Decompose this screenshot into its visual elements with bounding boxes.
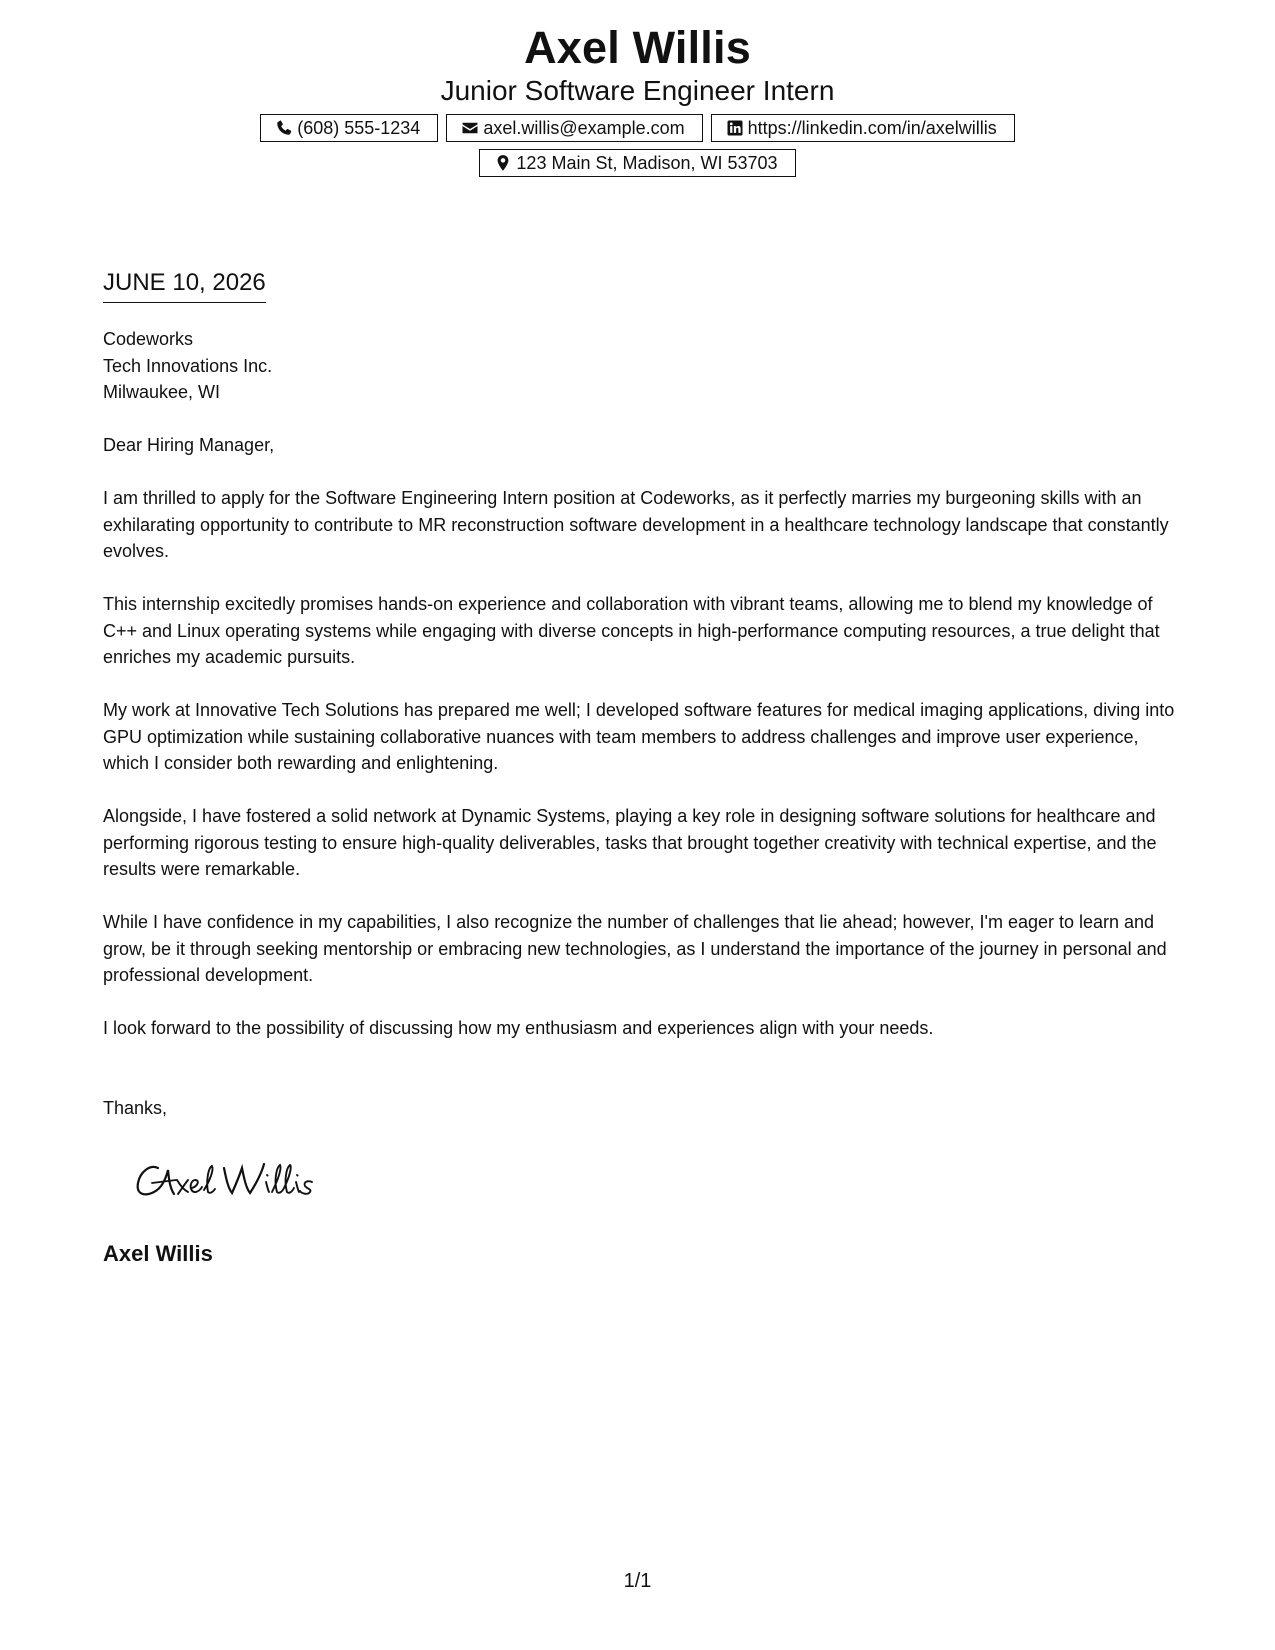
body-paragraph-4: Alongside, I have fostered a solid network at Dynamic Systems, playing a key role in designing software solutions for healthcare and performing rigorous testing to ensure high-quality deliverables, tasks that brought together creativity with technical expertise, and the results were remarkable.	[103, 806, 1157, 879]
mailing-address: 123 Main St, Madison, WI 53703	[516, 152, 778, 173]
page-number: 1/1	[623, 1570, 652, 1592]
closing: Thanks,	[103, 1098, 168, 1118]
applicant-name: Axel Willis	[524, 22, 751, 73]
recipient-block	[103, 326, 272, 406]
map-pin-icon	[494, 154, 512, 172]
envelope-icon	[461, 119, 479, 137]
email-chip	[446, 114, 702, 142]
linkedin-icon	[726, 119, 744, 137]
signed-name: Axel Willis	[103, 1241, 213, 1266]
phone-icon	[275, 119, 293, 137]
body-paragraph-5: While I have confidence in my capabilities, I also recognize the number of challenges that lie ahead; however, I'm eager to learn and grow, be it through seeking mentorship or embracing new technologies, as I understand the importance of the journey in personal and professional development.	[103, 912, 1167, 985]
address-chip	[479, 149, 795, 177]
body-paragraph-1: I am thrilled to apply for the Software Engineering Intern position at Codeworks, as it perfectly marries my burgeoning skills with an exhilarating opportunity to contribute to MR reconstruction software development in a healthcare technology landscape that constantly evolves.	[103, 488, 1169, 561]
body-paragraph-3: My work at Innovative Tech Solutions has prepared me well; I developed software features for medical imaging applications, diving into GPU optimization while sustaining collaborative nuances with team members to address challenges and improve user experience, which I consider both rewarding and enlightening.	[103, 700, 1175, 773]
recipient-organization: Tech Innovations Inc.	[103, 355, 273, 376]
body-paragraph-6: I look forward to the possibility of discussing how my enthusiasm and experiences align with your needs.	[103, 1018, 934, 1038]
letter-date: JUNE 10, 2026	[103, 268, 266, 303]
contact-row	[0, 114, 1275, 142]
phone-chip	[260, 114, 438, 142]
email-address: axel.willis@example.com	[483, 117, 685, 138]
linkedin-url: https://linkedin.com/in/axelwillis	[747, 117, 997, 138]
recipient-location: Milwaukee, WI	[103, 382, 221, 402]
contact-row-2	[0, 149, 1275, 177]
salutation: Dear Hiring Manager,	[103, 435, 275, 455]
linkedin-chip	[711, 114, 1015, 142]
letter-body	[103, 432, 1178, 1068]
handwritten-signature	[132, 1150, 342, 1205]
body-paragraph-2: This internship excitedly promises hands-on experience and collaboration with vibrant teams, allowing me to blend my knowledge of C++ and Linux operating systems while engaging with diverse concepts in high-performance computing resources, a true delight that enriches my academic pursuits.	[103, 594, 1160, 667]
phone-number: (608) 555-1234	[297, 117, 421, 138]
recipient-company: Codeworks	[103, 329, 194, 349]
applicant-title: Junior Software Engineer Intern	[440, 75, 835, 106]
letter-header	[0, 22, 1275, 177]
